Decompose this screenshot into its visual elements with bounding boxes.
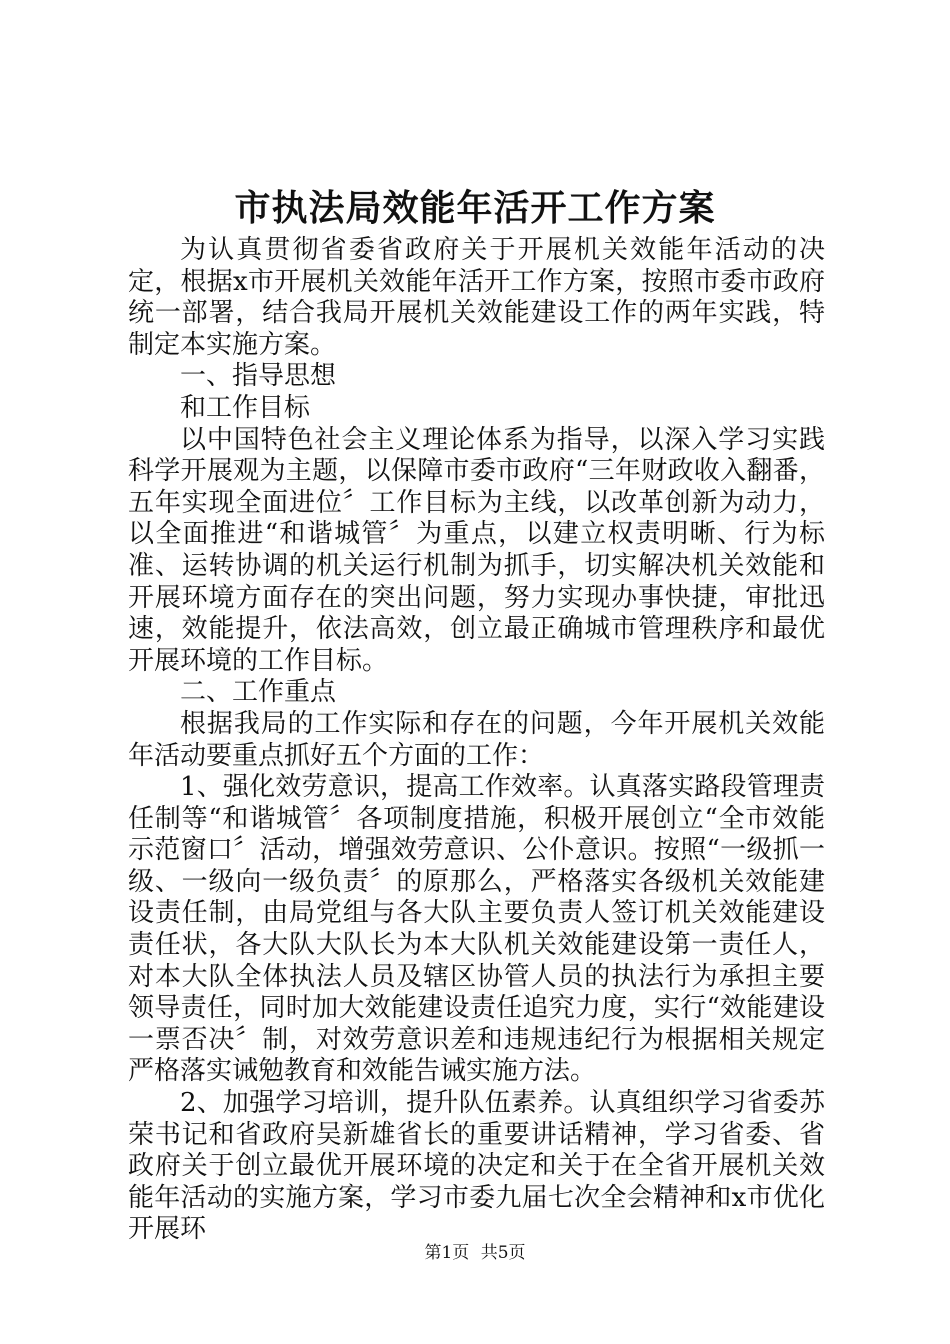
paragraph-work-focus-intro: 根据我局的工作实际和存在的问题，今年开展机关效能年活动要重点抓好五个方面的工作： — [128, 708, 825, 771]
page-number: 第1页 — [424, 1243, 470, 1263]
section-heading-work-focus: 二、工作重点 — [180, 677, 337, 708]
paragraph-guiding-thought: 以中国特色社会主义理论体系为指导，以深入学习实践科学开展观为主题，以保障市委市政府“三年财政收入翻番，五年实现全面进位〞工作目标为主线，以改革创新为动力，以全面推进“和谐城管〞为重点，以建立权责明晰、行为标准、运转协调的机关运行机制为抓手，切实解决机关效能和开展环境方面存在的突出问题，努力实现办事快捷，审批迅速，效能提升，依法高效，创立最正确城市管理秩序和最优开展环境的工作目标。 — [128, 424, 825, 676]
document-body — [128, 235, 825, 1246]
paragraph-item-1: 1、强化效劳意识，提高工作效率。认真落实路段管理责任制等“和谐城管〞各项制度措施，积极开展创立“全市效能示范窗口〞活动，增强效劳意识、公仆意识。按照“一级抓一级、一级向一级负责〞的原那么，严格落实各级机关效能建设责任制，由局党组与各大队主要负责人签订机关效能建设责任状，各大队大队长为本大队机关效能建设第一责任人，对本大队全体执法人员及辖区协管人员的执法行为承担主要领导责任，同时加大效能建设责任追究力度，实行“效能建设一票否决〞制，对效劳意识差和违规违纪行为根据相关规定严格落实诫勉教育和效能告诫实施方法。 — [128, 772, 825, 1087]
paragraph-item-2: 2、加强学习培训，提升队伍素养。认真组织学习省委苏荣书记和省政府吴新雄省长的重要讲话精神，学习省委、省政府关于创立最优开展环境的决定和关于在全省开展机关效能年活动的实施方案，学习市委九届七次全会精神和x市优化开展环 — [128, 1088, 825, 1245]
page-total: 共5页 — [480, 1243, 526, 1263]
page-footer — [0, 1241, 950, 1265]
section-heading-continuation: 和工作目标 — [180, 392, 311, 423]
section-heading-guiding-thought: 一、指导思想 — [180, 361, 337, 392]
document-title: 市执法局效能年活开工作方案 — [234, 187, 716, 229]
paragraph-intro: 为认真贯彻省委省政府关于开展机关效能年活动的决定，根据x市开展机关效能年活开工作方案，按照市委市政府统一部署，结合我局开展机关效能建设工作的两年实践，特制定本实施方案。 — [128, 235, 825, 360]
